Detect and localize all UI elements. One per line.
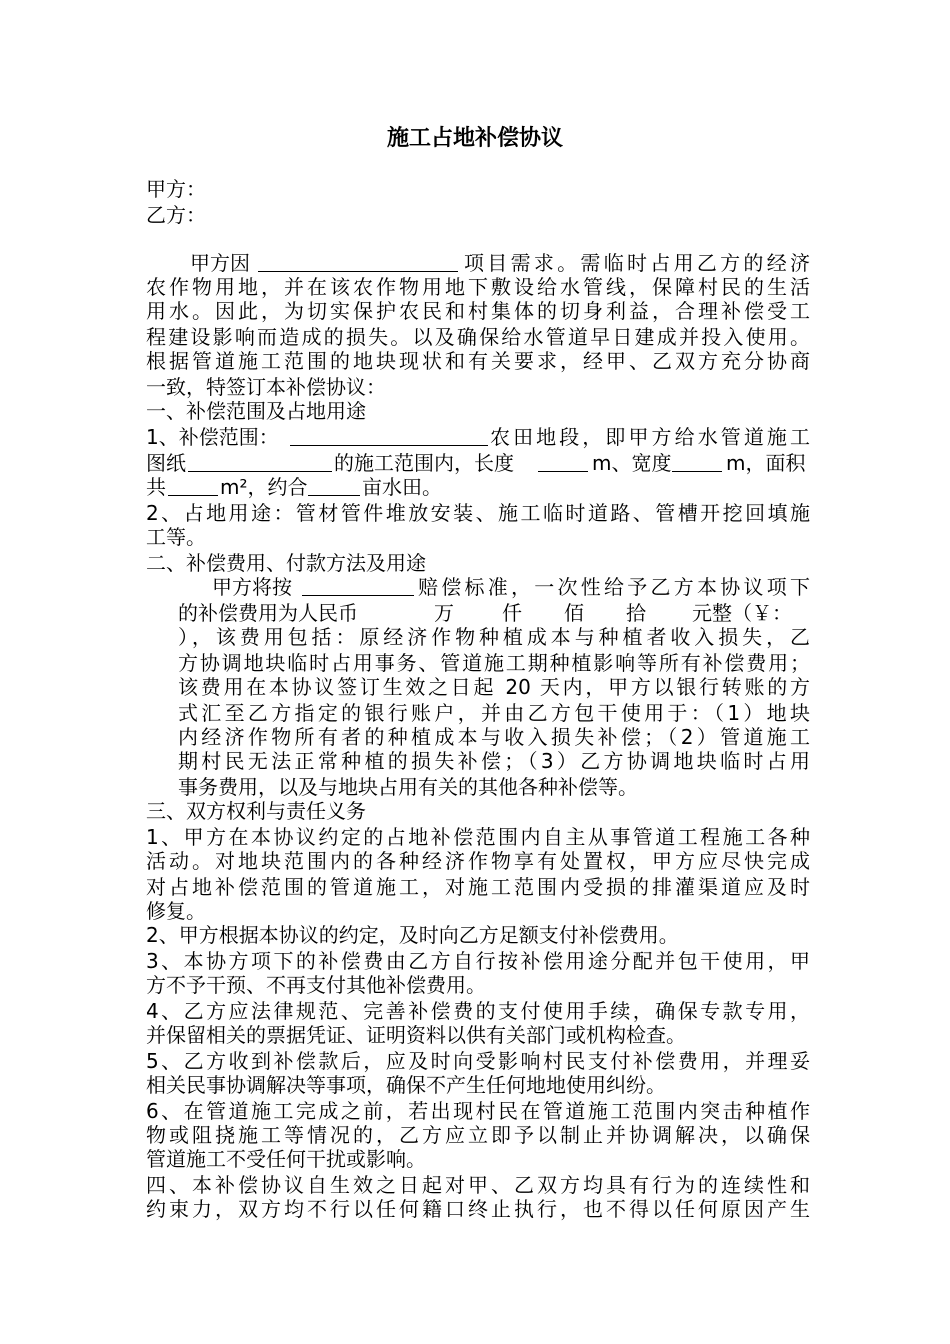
clause-text: 赔偿标准，一次性给予乙方本协议项下 <box>418 575 810 599</box>
preamble-text: 甲方因 <box>190 251 250 275</box>
mu-blank <box>308 474 360 496</box>
drawing-number-blank <box>188 450 332 472</box>
clause-2-line: 方协调地块临时占用事务、管道施工期种植影响等所有补偿费用； <box>178 651 810 675</box>
clause-2-line: 式汇至乙方指定的银行账户，并由乙方包干使用于：（1）地块 <box>178 701 810 725</box>
clause-text: 共 <box>146 475 166 499</box>
clause-3-6-cont: 物或阻挠施工等情况的，乙方应立即予以制止并协调解决，以确保 <box>146 1123 810 1147</box>
clause-text: 的施工范围内，长度 <box>334 451 514 475</box>
clause-3-1: 1、甲方在本协议约定的占地补偿范围内自主从事管道工程施工各种 <box>146 825 810 849</box>
clause-text: m、宽度 <box>592 451 672 475</box>
project-name-blank <box>258 250 458 272</box>
preamble-line: 一致，特签订本补偿协议： <box>146 375 386 399</box>
clause-3-1-cont: 活动。对地块范围内的各种经济作物享有处置权，甲方应尽快完成 <box>146 849 810 873</box>
unit-wan: 万 <box>434 601 454 625</box>
clause-3-6: 6、在管道施工完成之前，若出现村民在管道施工范围内突击种植作 <box>146 1099 810 1123</box>
preamble-line: 农作物用地，并在该农作物用地下敷设给水管线，保障村民的生活 <box>146 275 810 299</box>
clause-3-5-cont: 相关民事协调解决等事项，确保不产生任何地地使用纠纷。 <box>146 1073 666 1097</box>
clause-2-line: ），该费用包括：原经济作物种植成本与种植者收入损失，乙 <box>178 625 810 649</box>
preamble-line: 用水。因此，为切实保护农民和村集体的切身利益，合理补偿受工 <box>146 299 810 323</box>
clause-3-5: 5、乙方收到补偿款后，应及时向受影响村民支付补偿费用，并理妥 <box>146 1049 810 1073</box>
clause-text: 的补偿费用为人民币 <box>178 601 358 625</box>
section-heading-3: 三、双方权利与责任义务 <box>146 799 366 823</box>
clause-text: 亩水田。 <box>362 475 442 499</box>
unit-yuan: 元整（￥： <box>692 601 792 625</box>
clause-3-6-cont: 管道施工不受任何干扰或影响。 <box>146 1147 426 1171</box>
unit-qian: 仟 <box>502 601 522 625</box>
clause-text: m，面积 <box>726 451 806 475</box>
clause-1-1-line-2 <box>146 450 810 476</box>
clause-2-line: 内经济作物所有者的种植成本与收入损失补偿；（2）管道施工 <box>178 725 810 749</box>
clause-2-line: 该费用在本协议签订生效之日起 20 天内，甲方以银行转账的方 <box>178 675 810 699</box>
clause-3-2: 2、甲方根据本协议的约定，及时向乙方足额支付补偿费用。 <box>146 923 679 947</box>
clause-text: 1、补偿范围： <box>146 425 279 449</box>
preamble-text: 项目需求。需临时占用乙方的经济 <box>464 251 810 275</box>
clause-3-4: 4、乙方应法律规范、完善补偿费的支付使用手续，确保专款专用， <box>146 999 810 1023</box>
clause-2-line: 事务费用，以及与地块占用有关的其他各种补偿等。 <box>178 775 638 799</box>
length-blank <box>538 450 588 472</box>
clause-3-1-cont: 修复。 <box>146 899 206 923</box>
preamble-line: 根据管道施工范围的地块现状和有关要求，经甲、乙双方充分协商 <box>146 349 810 373</box>
farmland-section-blank <box>290 424 488 446</box>
clause-3-3-cont: 方不予干预、不再支付其他补偿费用。 <box>146 973 486 997</box>
standard-blank <box>302 574 414 596</box>
section-4-cont: 约束力，双方均不行以任何籍口终止执行，也不得以任何原因产生 <box>146 1197 810 1221</box>
preamble-line-1 <box>146 250 810 276</box>
section-heading-1: 一、补偿范围及占地用途 <box>146 399 366 423</box>
document-title: 施工占地补偿协议 <box>386 125 563 151</box>
clause-text: m²，约合 <box>220 475 308 499</box>
clause-2-line: 期村民无法正常种植的损失补偿；（3）乙方协调地块临时占用 <box>178 749 810 773</box>
width-blank <box>672 450 722 472</box>
clause-1-2-cont: 工等。 <box>146 525 206 549</box>
unit-bai: 佰 <box>564 601 584 625</box>
clause-2-line-2 <box>178 600 810 626</box>
clause-3-1-cont: 对占地补偿范围的管道施工，对施工范围内受损的排灌渠道应及时 <box>146 875 810 899</box>
clause-3-3: 3、本协方项下的补偿费由乙方自行按补偿用途分配并包干使用，甲 <box>146 949 810 973</box>
clause-text: 甲方将按 <box>212 575 292 599</box>
clause-1-2: 2、占地用途：管材管件堆放安装、施工临时道路、管槽开挖回填施 <box>146 501 810 525</box>
clause-3-4-cont: 并保留相关的票据凭证、证明资料以供有关部门或机构检查。 <box>146 1023 686 1047</box>
unit-shi: 拾 <box>626 601 646 625</box>
clause-1-1-line-3 <box>146 474 810 500</box>
party-b-label: 乙方： <box>146 203 206 227</box>
clause-text: 农田地段，即甲方给水管道施工 <box>490 425 810 449</box>
section-heading-2: 二、补偿费用、付款方法及用途 <box>146 551 426 575</box>
clause-2-line-1 <box>178 574 810 600</box>
party-a-label: 甲方： <box>146 177 206 201</box>
area-blank <box>168 474 218 496</box>
preamble-line: 程建设影响而造成的损失。以及确保给水管道早日建成并投入使用。 <box>146 325 810 349</box>
clause-1-1 <box>146 424 810 450</box>
clause-text: 图纸 <box>146 451 186 475</box>
section-heading-4: 四、本补偿协议自生效之日起对甲、乙双方均具有行为的连续性和 <box>146 1173 810 1197</box>
